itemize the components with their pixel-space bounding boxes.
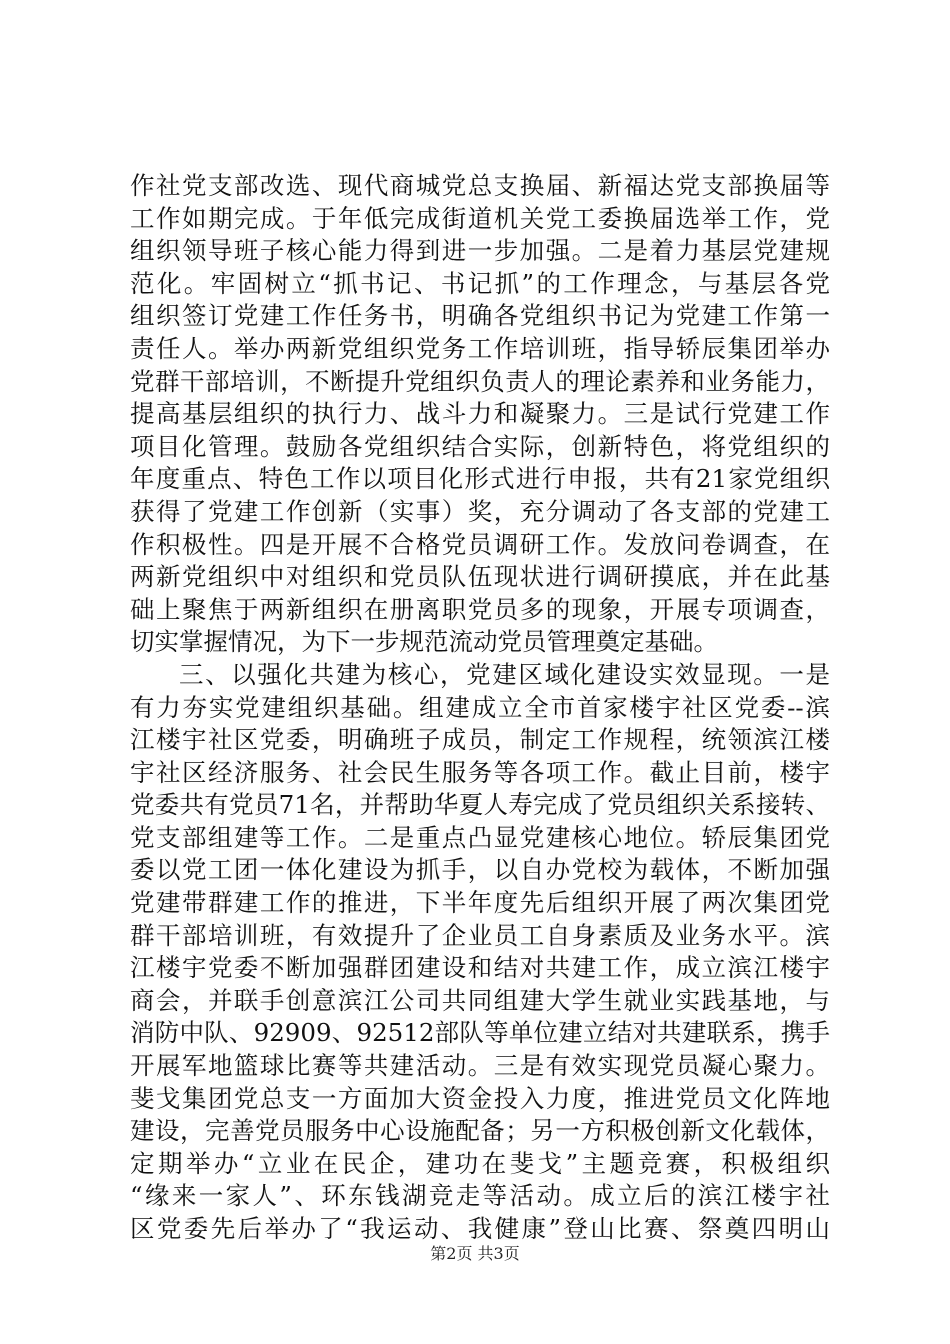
text-line: 党群干部培训，不断提升党组织负责人的理论素养和业务能力， (130, 366, 830, 396)
text-line: 年度重点、特色工作以项目化形式进行申报，共有21家党组织 (130, 464, 830, 494)
text-line: 工作如期完成。于年低完成街道机关党工委换届选举工作，党 (130, 203, 830, 233)
text-line: 切实掌握情况，为下一步规范流动党员管理奠定基础。 (130, 627, 718, 657)
text-line: 础上聚焦于两新组织在册离职党员多的现象，开展专项调查， (130, 594, 830, 624)
text-line: 作社党支部改选、现代商城党总支换届、新福达党支部换届等 (130, 171, 830, 200)
paragraph-start-line: 三、以强化共建为核心，党建区域化建设实效显现。一是 (179, 659, 830, 689)
text-line: 党建带群建工作的推进，下半年度先后组织开展了两次集团党 (130, 888, 830, 918)
text-line: 商会，并联手创意滨江公司共同组建大学生就业实践基地，与 (130, 985, 830, 1015)
text-line: 群干部培训班，有效提升了企业员工自身素质及业务水平。滨 (130, 920, 830, 950)
text-line: 定期举办“立业在民企，建功在斐戈”主题竞赛，积极组织 (130, 1148, 830, 1178)
text-line: 责任人。举办两新党组织党务工作培训班，指导轿辰集团举办 (130, 333, 830, 363)
text-line: 委以党工团一体化建设为抓手，以自办党校为载体，不断加强 (130, 855, 830, 885)
text-line: 两新党组织中对组织和党员队伍现状进行调研摸底，并在此基 (130, 562, 830, 592)
text-line: 提高基层组织的执行力、战斗力和凝聚力。三是试行党建工作 (130, 399, 830, 429)
text-line: 党委共有党员71名，并帮助华夏人寿完成了党员组织关系接转、 (130, 790, 830, 820)
text-line: 建设，完善党员服务中心设施配备；另一方积极创新文化载体， (130, 1116, 830, 1146)
text-line: 江楼宇社区党委，明确班子成员，制定工作规程，统领滨江楼 (130, 725, 830, 755)
text-line: 作积极性。四是开展不合格党员调研工作。发放问卷调查，在 (130, 529, 830, 559)
text-line: 组织签订党建工作任务书，明确各党组织书记为党建工作第一 (130, 301, 830, 331)
text-line: 党支部组建等工作。二是重点凸显党建核心地位。轿辰集团党 (130, 822, 830, 852)
text-line: 获得了党建工作创新（实事）奖，充分调动了各支部的党建工 (130, 496, 830, 526)
text-line: 开展军地篮球比赛等共建活动。三是有效实现党员凝心聚力。 (130, 1051, 830, 1081)
text-line: 有力夯实党建组织基础。组建成立全市首家楼宇社区党委--滨 (130, 692, 830, 722)
text-line: 宇社区经济服务、社会民生服务等各项工作。截止目前，楼宇 (130, 757, 830, 787)
document-body (130, 170, 830, 1246)
text-line: 项目化管理。鼓励各党组织结合实际，创新特色，将党组织的 (130, 431, 830, 461)
text-line: “缘来一家人”、环东钱湖竞走等活动。成立后的滨江楼宇社 (130, 1181, 830, 1211)
text-line: 江楼宇党委不断加强群团建设和结对共建工作，成立滨江楼宇 (130, 953, 830, 983)
page-number-footer: 第2页 共3页 (430, 1244, 520, 1263)
text-line: 斐戈集团党总支一方面加大资金投入力度，推进党员文化阵地 (130, 1083, 830, 1113)
text-line: 区党委先后举办了“我运动、我健康”登山比赛、祭奠四明山 (130, 1214, 830, 1243)
text-line: 消防中队、92909、92512部队等单位建立结对共建联系，携手 (130, 1018, 830, 1048)
text-line: 组织领导班子核心能力得到进一步加强。二是着力基层党建规 (130, 236, 830, 266)
text-line: 范化。牢固树立“抓书记、书记抓”的工作理念，与基层各党 (130, 268, 830, 298)
